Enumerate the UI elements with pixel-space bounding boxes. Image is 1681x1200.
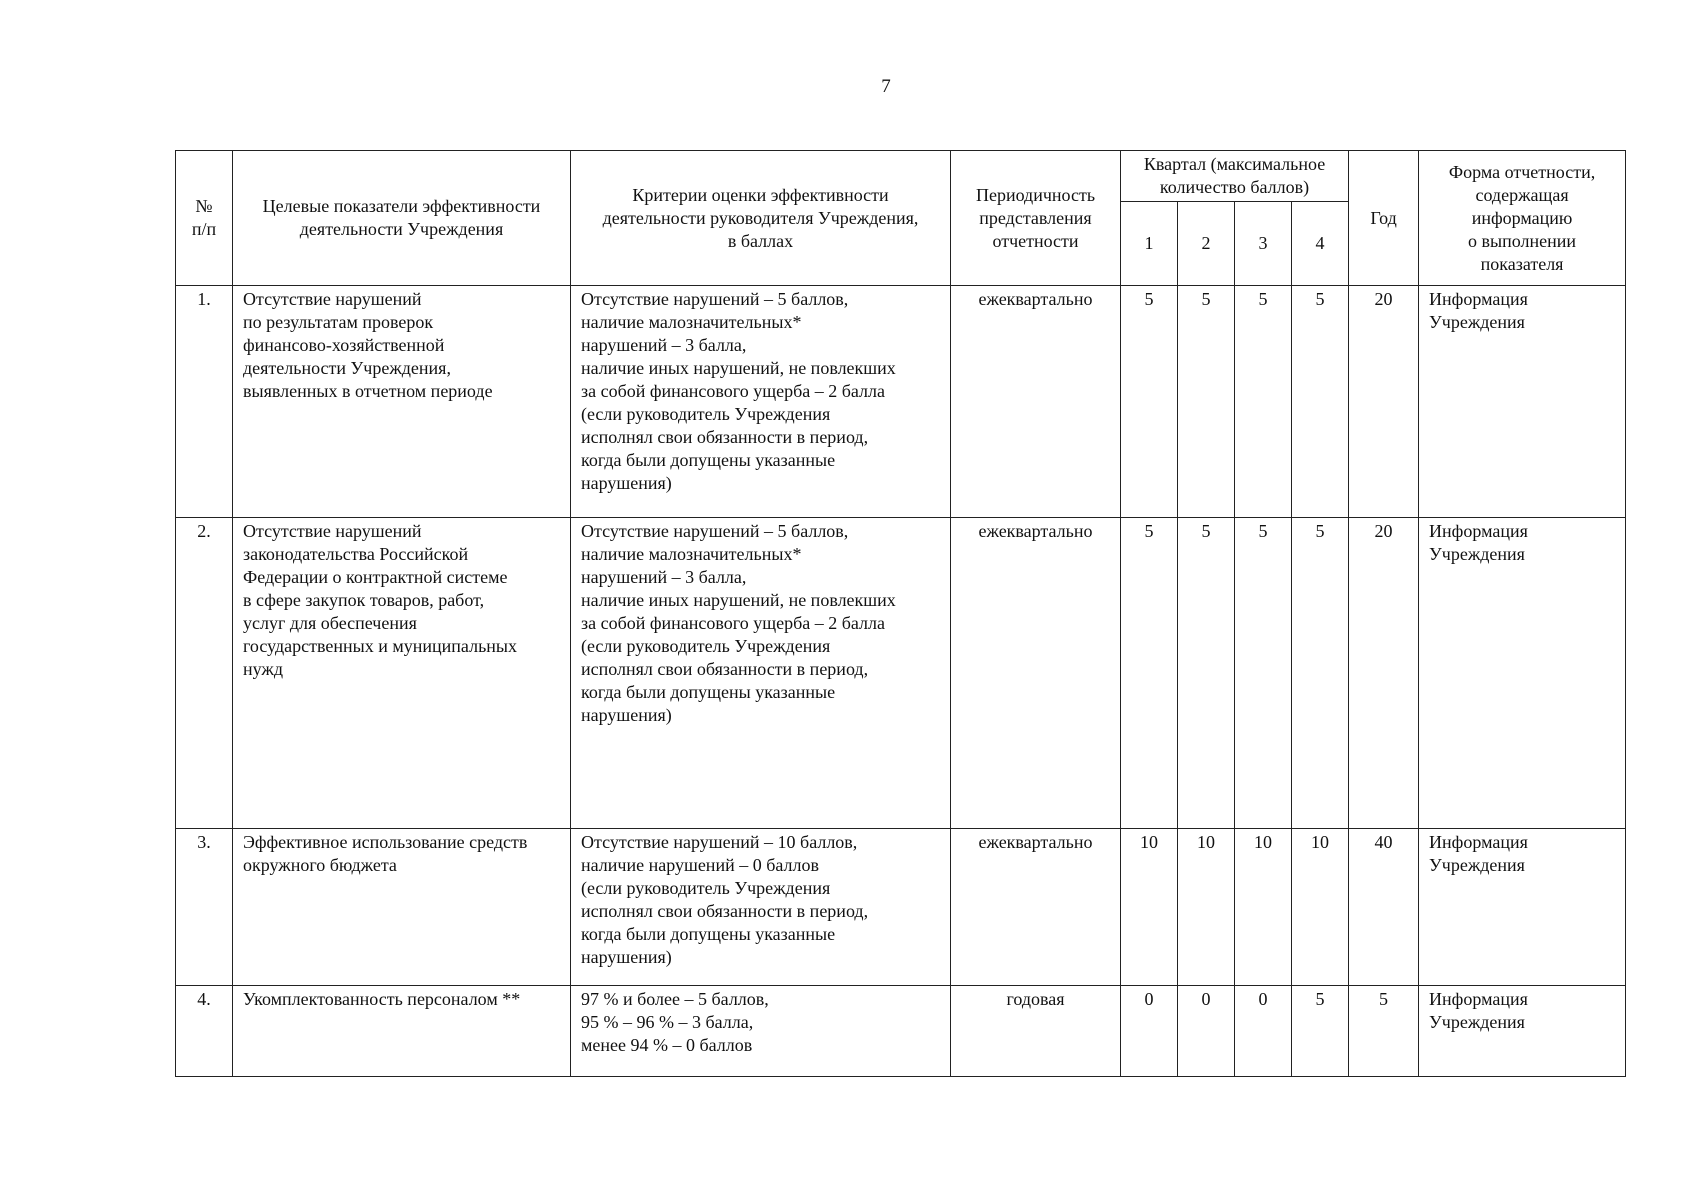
row-criteria: Отсутствие нарушений – 10 баллов, наличие нарушений – 0 баллов (если руководитель Учреждения исполнял свои обязанности в период, когда были допущены указанные нарушения) — [571, 829, 951, 986]
row-num: 1. — [176, 286, 233, 518]
row-report-form: Информация Учреждения — [1419, 829, 1626, 986]
row-report-form: Информация Учреждения — [1419, 286, 1626, 518]
header-num: № п/п — [176, 151, 233, 286]
header-report-form: Форма отчетности, содержащая информацию о выполнении показателя — [1419, 151, 1626, 286]
row-q4: 10 — [1292, 829, 1349, 986]
header-periodicity: Периодичность представления отчетности — [951, 151, 1121, 286]
row-q2: 5 — [1178, 286, 1235, 518]
row-year: 5 — [1349, 986, 1419, 1077]
row-num: 4. — [176, 986, 233, 1077]
header-quarter-group: Квартал (максимальное количество баллов) — [1121, 151, 1349, 202]
row-indicator: Отсутствие нарушений законодательства Российской Федерации о контрактной системе в сфере закупок товаров, работ, услуг для обеспечения государственных и муниципальных нужд — [233, 518, 571, 829]
row-year: 20 — [1349, 518, 1419, 829]
row-q2: 5 — [1178, 518, 1235, 829]
row-indicator: Эффективное использование средств окружного бюджета — [233, 829, 571, 986]
row-num: 3. — [176, 829, 233, 986]
row-periodicity: ежеквартально — [951, 518, 1121, 829]
row-criteria: Отсутствие нарушений – 5 баллов, наличие малозначительных* нарушений – 3 балла, наличие иных нарушений, не повлекших за собой финансового ущерба – 2 балла (если руководитель Учреждения исполнял свои обязанности в период, когда были допущены указанные нарушения) — [571, 286, 951, 518]
table-row — [176, 518, 1626, 829]
row-indicator: Отсутствие нарушений по результатам проверок финансово-хозяйственной деятельности Учреждения, выявленных в отчетном периоде — [233, 286, 571, 518]
row-indicator: Укомплектованность персоналом ** — [233, 986, 571, 1077]
row-periodicity: ежеквартально — [951, 829, 1121, 986]
row-q2: 0 — [1178, 986, 1235, 1077]
indicators-table — [175, 150, 1626, 1077]
header-criteria: Критерии оценки эффективности деятельности руководителя Учреждения, в баллах — [571, 151, 951, 286]
row-q1: 5 — [1121, 286, 1178, 518]
table-row — [176, 286, 1626, 518]
row-q4: 5 — [1292, 286, 1349, 518]
row-q4: 5 — [1292, 986, 1349, 1077]
row-num: 2. — [176, 518, 233, 829]
row-q1: 5 — [1121, 518, 1178, 829]
row-q1: 10 — [1121, 829, 1178, 986]
header-year: Год — [1349, 151, 1419, 286]
row-q3: 0 — [1235, 986, 1292, 1077]
header-q4: 4 — [1292, 202, 1349, 286]
header-indicators: Целевые показатели эффективности деятельности Учреждения — [233, 151, 571, 286]
table-row — [176, 986, 1626, 1077]
row-q3: 5 — [1235, 518, 1292, 829]
row-report-form: Информация Учреждения — [1419, 986, 1626, 1077]
header-q3: 3 — [1235, 202, 1292, 286]
row-periodicity: ежеквартально — [951, 286, 1121, 518]
header-q2: 2 — [1178, 202, 1235, 286]
page-number: 7 — [881, 76, 891, 97]
row-report-form: Информация Учреждения — [1419, 518, 1626, 829]
row-q4: 5 — [1292, 518, 1349, 829]
row-periodicity: годовая — [951, 986, 1121, 1077]
row-criteria: 97 % и более – 5 баллов, 95 % – 96 % – 3 балла, менее 94 % – 0 баллов — [571, 986, 951, 1077]
table-row — [176, 829, 1626, 986]
header-q1: 1 — [1121, 202, 1178, 286]
row-q1: 0 — [1121, 986, 1178, 1077]
row-q2: 10 — [1178, 829, 1235, 986]
row-criteria: Отсутствие нарушений – 5 баллов, наличие малозначительных* нарушений – 3 балла, наличие иных нарушений, не повлекших за собой финансового ущерба – 2 балла (если руководитель Учреждения исполнял свои обязанности в период, когда были допущены указанные нарушения) — [571, 518, 951, 829]
row-year: 40 — [1349, 829, 1419, 986]
row-year: 20 — [1349, 286, 1419, 518]
row-q3: 10 — [1235, 829, 1292, 986]
row-q3: 5 — [1235, 286, 1292, 518]
